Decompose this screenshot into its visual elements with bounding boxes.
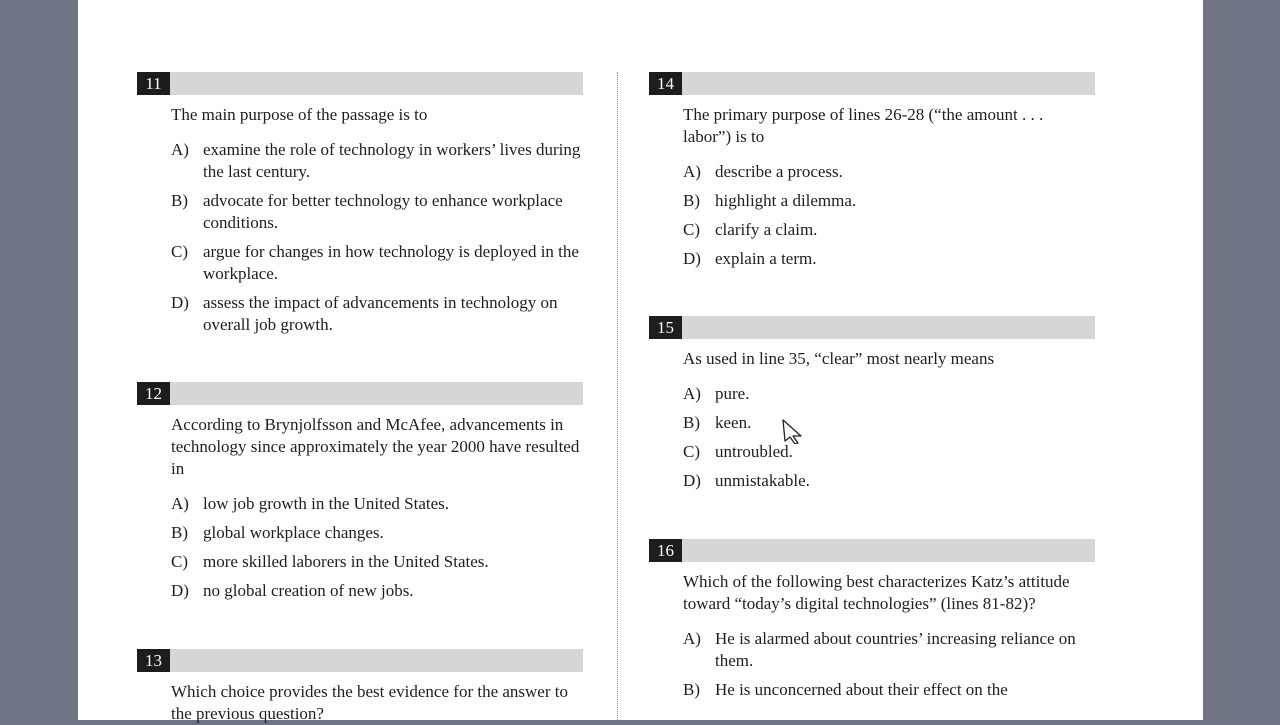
option-letter: B) [171, 523, 188, 542]
answer-option[interactable] [171, 580, 581, 602]
question-11 [137, 72, 583, 343]
answer-option[interactable] [171, 522, 581, 544]
option-letter: B) [683, 680, 700, 699]
option-letter: B) [683, 413, 700, 432]
question-12 [137, 382, 583, 609]
answer-option[interactable] [683, 190, 1093, 212]
option-letter: C) [171, 552, 188, 571]
answer-option[interactable] [171, 493, 581, 515]
mouse-pointer-icon [781, 418, 807, 449]
question-header-bar [137, 72, 583, 95]
question-14 [649, 72, 1095, 277]
answer-option[interactable] [683, 248, 1093, 270]
question-header-bar [649, 539, 1095, 562]
option-text: examine the role of technology in workers’ lives during the last century. [203, 140, 581, 181]
option-text: He is alarmed about countries’ increasing reliance on them. [715, 629, 1076, 670]
answer-options [683, 628, 1093, 701]
question-stem: As used in line 35, “clear” most nearly means [683, 349, 995, 368]
question-number: 14 [649, 72, 682, 95]
option-letter: A) [683, 629, 701, 648]
question-number: 12 [137, 382, 170, 405]
question-number: 13 [137, 649, 170, 672]
answer-option[interactable] [683, 219, 1093, 241]
answer-option[interactable] [171, 190, 581, 234]
option-text: clarify a claim. [715, 220, 818, 239]
question-number: 15 [649, 316, 682, 339]
option-letter: C) [683, 220, 700, 239]
question-13 [137, 649, 583, 725]
answer-option[interactable] [683, 470, 1093, 492]
question-16 [649, 539, 1095, 708]
option-letter: D) [683, 249, 701, 268]
question-header-bar [137, 382, 583, 405]
question-stem: Which of the following best characterizes Katz’s attitude toward “today’s digital technologies” (lines 81-82)? [683, 572, 1070, 613]
answer-options [683, 383, 1093, 492]
question-number: 16 [649, 539, 682, 562]
answer-option[interactable] [683, 679, 1093, 701]
answer-option[interactable] [683, 161, 1093, 183]
option-letter: D) [683, 471, 701, 490]
question-stem: The primary purpose of lines 26-28 (“the amount . . . labor”) is to [683, 105, 1044, 146]
question-number: 11 [137, 72, 170, 95]
option-letter: D) [171, 293, 189, 312]
answer-option[interactable] [171, 139, 581, 183]
option-text: argue for changes in how technology is deployed in the workplace. [203, 242, 579, 283]
answer-options [171, 139, 581, 336]
question-15 [649, 316, 1095, 499]
option-letter: D) [171, 581, 189, 600]
option-letter: A) [683, 162, 701, 181]
question-stem: The main purpose of the passage is to [171, 105, 428, 124]
answer-options [683, 161, 1093, 270]
option-text: low job growth in the United States. [203, 494, 450, 513]
option-letter: A) [171, 140, 189, 159]
option-letter: B) [171, 191, 188, 210]
answer-option[interactable] [171, 292, 581, 336]
option-text: highlight a dilemma. [715, 191, 857, 210]
answer-option[interactable] [171, 241, 581, 285]
option-text: assess the impact of advancements in technology on overall job growth. [203, 293, 558, 334]
answer-options [171, 493, 581, 602]
option-text: describe a process. [715, 162, 843, 181]
answer-option[interactable] [683, 441, 1093, 463]
option-text: explain a term. [715, 249, 817, 268]
option-letter: C) [683, 442, 700, 461]
option-letter: A) [683, 384, 701, 403]
option-letter: C) [171, 242, 188, 261]
question-stem: According to Brynjolfsson and McAfee, advancements in technology since approximately the year 2000 have resulted in [171, 415, 580, 478]
question-header-bar [649, 72, 1095, 95]
option-text: unmistakable. [715, 471, 810, 490]
option-text: untroubled. [715, 442, 793, 461]
option-text: pure. [715, 384, 750, 403]
answer-option[interactable] [171, 551, 581, 573]
option-text: no global creation of new jobs. [203, 581, 414, 600]
answer-option[interactable] [683, 383, 1093, 405]
option-text: keen. [715, 413, 752, 432]
option-text: more skilled laborers in the United States. [203, 552, 489, 571]
option-text: He is unconcerned about their effect on the [715, 680, 1008, 699]
option-text: global workplace changes. [203, 523, 384, 542]
question-header-bar [649, 316, 1095, 339]
answer-option[interactable] [683, 628, 1093, 672]
option-letter: A) [171, 494, 189, 513]
answer-option[interactable] [683, 412, 1093, 434]
question-stem: Which choice provides the best evidence for the answer to the previous question? [171, 682, 568, 723]
question-header-bar [137, 649, 583, 672]
column-divider [617, 72, 618, 720]
option-letter: B) [683, 191, 700, 210]
option-text: advocate for better technology to enhance workplace conditions. [203, 191, 563, 232]
